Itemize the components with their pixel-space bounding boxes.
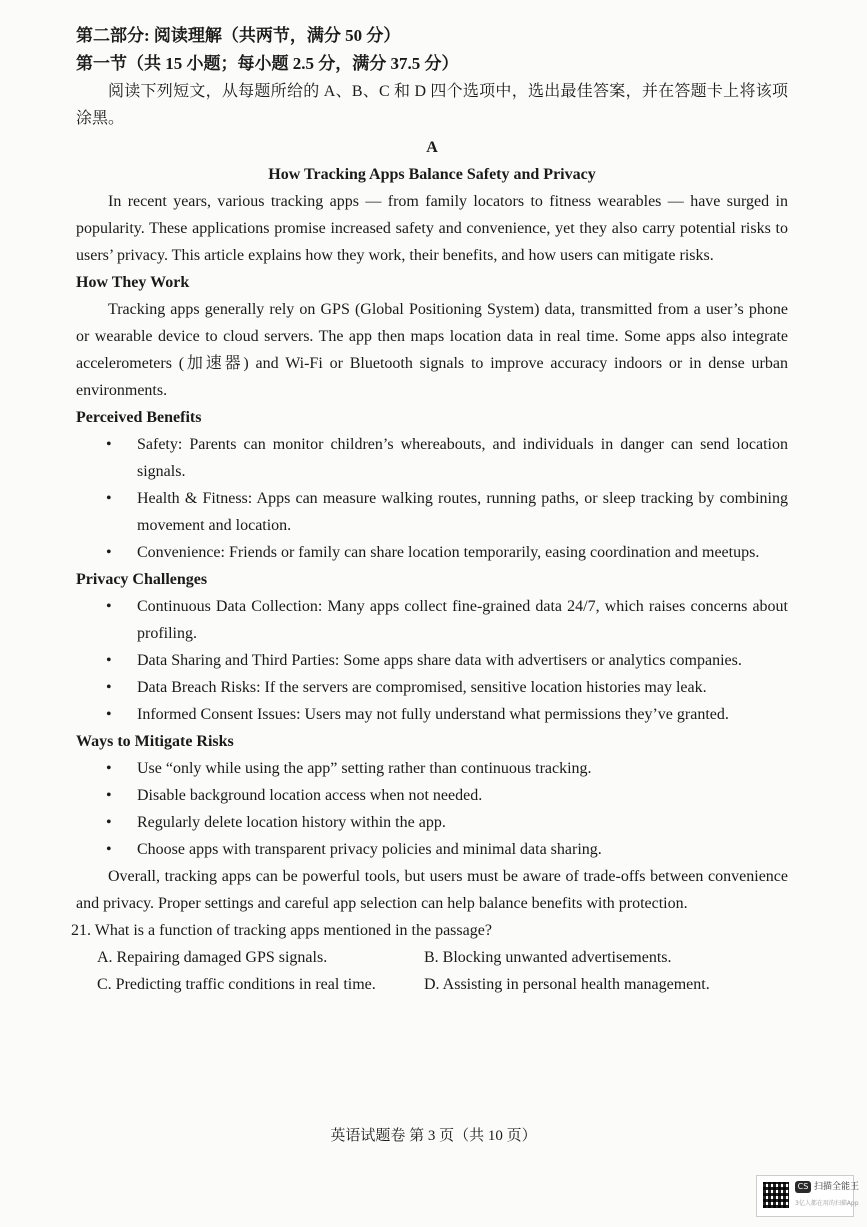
passage-title: How Tracking Apps Balance Safety and Privacy bbox=[268, 166, 596, 183]
mitigate-list bbox=[76, 755, 788, 863]
option-a: A. Repairing damaged GPS signals. bbox=[97, 949, 328, 966]
passage-letter: A bbox=[426, 139, 438, 156]
list-item: • Convenience: Friends or family can share location temporarily, easing coordination and meetups. bbox=[76, 539, 788, 566]
question-options bbox=[76, 944, 788, 998]
scanner-tagline: 3亿人都在用的扫描App bbox=[795, 1200, 859, 1207]
instructions: 阅读下列短文，从每题所给的 A、B、C 和 D 四个选项中，选出最佳答案，并在答题卡上将该项涂黑。 bbox=[76, 83, 788, 127]
question-stem: 21. What is a function of tracking apps mentioned in the passage? bbox=[71, 922, 492, 939]
option-d: D. Assisting in personal health management. bbox=[424, 976, 710, 993]
option-b: B. Blocking unwanted advertisements. bbox=[424, 949, 672, 966]
list-item: • Informed Consent Issues: Users may not fully understand what permissions they’ve granted. bbox=[76, 701, 788, 728]
challenges-list bbox=[76, 593, 788, 728]
list-item: • Health & Fitness: Apps can measure walking routes, running paths, or sleep tracking by combining movement and location. bbox=[76, 485, 788, 539]
list-item: • Use “only while using the app” setting rather than continuous tracking. bbox=[76, 755, 788, 782]
option-c: C. Predicting traffic conditions in real time. bbox=[97, 976, 376, 993]
list-item: • Data Breach Risks: If the servers are compromised, sensitive location histories may leak. bbox=[76, 674, 788, 701]
challenges-heading: Privacy Challenges bbox=[76, 571, 208, 588]
benefits-heading: Perceived Benefits bbox=[76, 409, 202, 426]
list-item: • Safety: Parents can monitor children’s whereabouts, and individuals in danger can send location signals. bbox=[76, 431, 788, 485]
scanner-watermark bbox=[756, 1175, 860, 1217]
qr-code-icon bbox=[763, 1182, 789, 1208]
list-item: • Disable background location access when not needed. bbox=[76, 782, 788, 809]
scanner-logo: CS bbox=[795, 1181, 811, 1193]
section-heading: 第一节（共 15 小题；每小题 2.5 分，满分 37.5 分） bbox=[76, 54, 459, 73]
list-item: • Regularly delete location history within the app. bbox=[76, 809, 788, 836]
part-heading: 第二部分: 阅读理解（共两节，满分 50 分） bbox=[76, 26, 401, 45]
mitigate-heading: Ways to Mitigate Risks bbox=[76, 733, 234, 750]
exam-page bbox=[71, 22, 788, 998]
list-item: • Choose apps with transparent privacy policies and minimal data sharing. bbox=[76, 836, 788, 863]
how-heading: How They Work bbox=[76, 274, 190, 291]
intro-paragraph: In recent years, various tracking apps — from family locators to fitness wearables — have surged in popularity. These applications promise increased safety and convenience, yet they also carry potential risks to users’ privacy. This article explains how they work, their benefits, and how users can mitigate risks. bbox=[76, 193, 788, 264]
scanner-name: 扫描全能王 bbox=[814, 1182, 860, 1192]
page-footer: 英语试题卷 第 3 页（共 10 页） bbox=[330, 1128, 537, 1144]
benefits-list bbox=[76, 431, 788, 566]
list-item: • Continuous Data Collection: Many apps collect fine-grained data 24/7, which raises concerns about profiling. bbox=[76, 593, 788, 647]
conclusion-paragraph: Overall, tracking apps can be powerful tools, but users must be aware of trade-offs between convenience and privacy. Proper settings and careful app selection can help balance benefits with protection. bbox=[76, 868, 788, 912]
list-item: • Data Sharing and Third Parties: Some apps share data with advertisers or analytics companies. bbox=[76, 647, 788, 674]
how-paragraph: Tracking apps generally rely on GPS (Global Positioning System) data, transmitted from a user’s phone or wearable device to cloud servers. The app then maps location data in real time. Some apps also integrate accelerometers (加速器) and Wi-Fi or Bluetooth signals to improve accuracy indoors or in dense urban environments. bbox=[76, 301, 788, 399]
